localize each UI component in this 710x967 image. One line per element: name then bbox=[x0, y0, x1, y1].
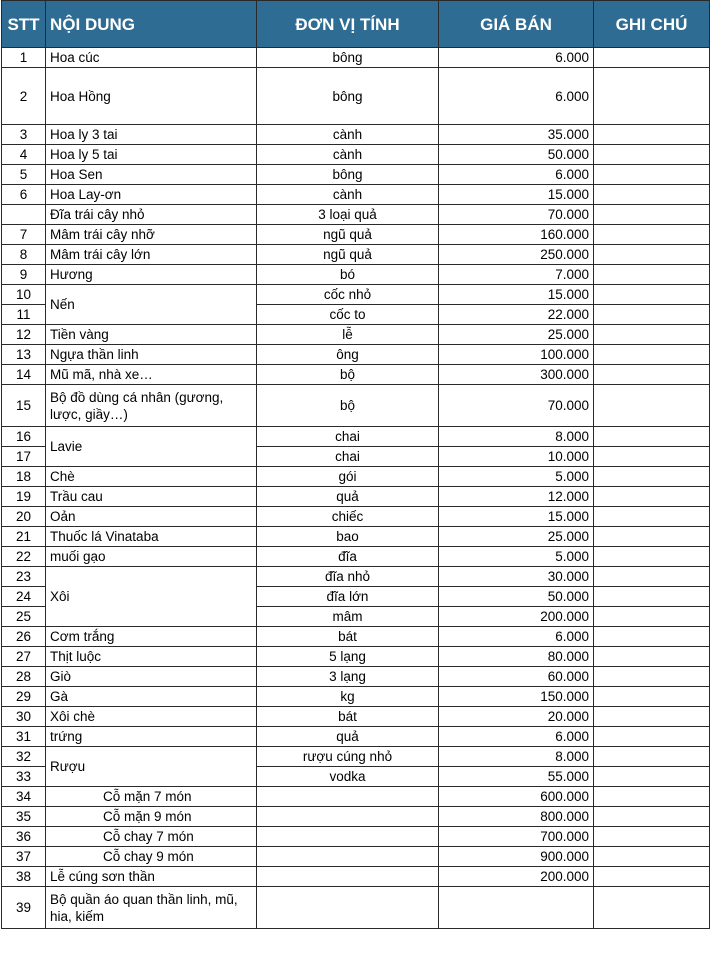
table-row bbox=[2, 547, 710, 567]
table-row bbox=[2, 847, 710, 867]
cell-ghi-chu bbox=[594, 487, 710, 507]
cell-ghi-chu bbox=[594, 667, 710, 687]
cell-stt: 17 bbox=[2, 447, 46, 467]
cell-gia: 250.000 bbox=[439, 245, 594, 265]
cell-don-vi: chiếc bbox=[257, 507, 439, 527]
cell-noi-dung: Thịt luộc bbox=[46, 647, 257, 667]
cell-don-vi: ông bbox=[257, 345, 439, 365]
cell-noi-dung: Giò bbox=[46, 667, 257, 687]
table-row bbox=[2, 727, 710, 747]
table-row bbox=[2, 747, 710, 767]
table-row bbox=[2, 527, 710, 547]
cell-gia: 55.000 bbox=[439, 767, 594, 787]
cell-ghi-chu bbox=[594, 607, 710, 627]
cell-don-vi: bộ bbox=[257, 365, 439, 385]
cell-ghi-chu bbox=[594, 887, 710, 929]
table-row bbox=[2, 285, 710, 305]
header-row bbox=[2, 1, 710, 48]
cell-noi-dung: Mâm trái cây nhỡ bbox=[46, 225, 257, 245]
cell-ghi-chu bbox=[594, 827, 710, 847]
cell-noi-dung: Lễ cúng sơn thần bbox=[46, 867, 257, 887]
cell-gia: 35.000 bbox=[439, 125, 594, 145]
cell-gia: 25.000 bbox=[439, 325, 594, 345]
cell-don-vi bbox=[257, 827, 439, 847]
cell-ghi-chu bbox=[594, 727, 710, 747]
cell-don-vi: gói bbox=[257, 467, 439, 487]
cell-don-vi: bát bbox=[257, 707, 439, 727]
cell-don-vi bbox=[257, 847, 439, 867]
cell-don-vi: chai bbox=[257, 447, 439, 467]
cell-gia: 700.000 bbox=[439, 827, 594, 847]
cell-stt: 19 bbox=[2, 487, 46, 507]
cell-stt: 21 bbox=[2, 527, 46, 547]
cell-noi-dung: muối gạo bbox=[46, 547, 257, 567]
cell-ghi-chu bbox=[594, 345, 710, 365]
cell-don-vi: vodka bbox=[257, 767, 439, 787]
cell-stt: 1 bbox=[2, 48, 46, 68]
cell-stt: 3 bbox=[2, 125, 46, 145]
cell-stt: 5 bbox=[2, 165, 46, 185]
cell-ghi-chu bbox=[594, 165, 710, 185]
cell-don-vi: đĩa lớn bbox=[257, 587, 439, 607]
cell-gia: 30.000 bbox=[439, 567, 594, 587]
cell-don-vi bbox=[257, 887, 439, 929]
cell-noi-dung: Hoa cúc bbox=[46, 48, 257, 68]
cell-noi-dung: Chè bbox=[46, 467, 257, 487]
cell-stt: 6 bbox=[2, 185, 46, 205]
table-row bbox=[2, 225, 710, 245]
cell-ghi-chu bbox=[594, 145, 710, 165]
cell-gia: 80.000 bbox=[439, 647, 594, 667]
cell-gia: 22.000 bbox=[439, 305, 594, 325]
cell-ghi-chu bbox=[594, 747, 710, 767]
cell-gia: 8.000 bbox=[439, 427, 594, 447]
cell-stt: 4 bbox=[2, 145, 46, 165]
cell-ghi-chu bbox=[594, 68, 710, 125]
cell-noi-dung: Đĩa trái cây nhỏ bbox=[46, 205, 257, 225]
cell-noi-dung: Cỗ mặn 9 món bbox=[46, 807, 257, 827]
cell-ghi-chu bbox=[594, 305, 710, 325]
cell-stt: 23 bbox=[2, 567, 46, 587]
table-row bbox=[2, 807, 710, 827]
table-row bbox=[2, 205, 710, 225]
cell-stt: 24 bbox=[2, 587, 46, 607]
cell-stt: 36 bbox=[2, 827, 46, 847]
cell-stt: 10 bbox=[2, 285, 46, 305]
cell-don-vi bbox=[257, 787, 439, 807]
cell-gia: 15.000 bbox=[439, 507, 594, 527]
table-row bbox=[2, 567, 710, 587]
header-don-vi-tinh: ĐƠN VỊ TÍNH bbox=[257, 1, 439, 48]
table-row bbox=[2, 507, 710, 527]
table-row bbox=[2, 707, 710, 727]
cell-noi-dung: Mũ mã, nhà xe… bbox=[46, 365, 257, 385]
cell-gia: 70.000 bbox=[439, 385, 594, 427]
cell-don-vi: 5 lạng bbox=[257, 647, 439, 667]
cell-ghi-chu bbox=[594, 427, 710, 447]
cell-stt: 14 bbox=[2, 365, 46, 385]
cell-stt: 33 bbox=[2, 767, 46, 787]
cell-noi-dung: Cỗ chay 9 món bbox=[46, 847, 257, 867]
table-row bbox=[2, 125, 710, 145]
table-row bbox=[2, 787, 710, 807]
cell-ghi-chu bbox=[594, 547, 710, 567]
cell-stt: 7 bbox=[2, 225, 46, 245]
cell-gia: 800.000 bbox=[439, 807, 594, 827]
cell-noi-dung: Cỗ mặn 7 món bbox=[46, 787, 257, 807]
cell-noi-dung: Bộ đồ dùng cá nhân (gương, lược, giầy…) bbox=[46, 385, 257, 427]
table-row bbox=[2, 365, 710, 385]
cell-gia: 7.000 bbox=[439, 265, 594, 285]
cell-noi-dung: Hoa ly 5 tai bbox=[46, 145, 257, 165]
cell-stt: 37 bbox=[2, 847, 46, 867]
cell-don-vi: đĩa nhỏ bbox=[257, 567, 439, 587]
cell-ghi-chu bbox=[594, 447, 710, 467]
cell-ghi-chu bbox=[594, 48, 710, 68]
cell-don-vi: bao bbox=[257, 527, 439, 547]
cell-ghi-chu bbox=[594, 587, 710, 607]
cell-stt: 15 bbox=[2, 385, 46, 427]
cell-gia: 600.000 bbox=[439, 787, 594, 807]
cell-noi-dung: Xôi bbox=[46, 567, 257, 627]
cell-gia: 6.000 bbox=[439, 727, 594, 747]
cell-stt: 27 bbox=[2, 647, 46, 667]
cell-don-vi: lễ bbox=[257, 325, 439, 345]
cell-stt: 38 bbox=[2, 867, 46, 887]
cell-don-vi: kg bbox=[257, 687, 439, 707]
table-row bbox=[2, 68, 710, 125]
cell-stt: 9 bbox=[2, 265, 46, 285]
cell-don-vi: quả bbox=[257, 727, 439, 747]
header-stt: STT bbox=[2, 1, 46, 48]
header-gia-ban: GIÁ BÁN bbox=[439, 1, 594, 48]
cell-noi-dung: Mâm trái cây lớn bbox=[46, 245, 257, 265]
cell-don-vi: cốc to bbox=[257, 305, 439, 325]
cell-ghi-chu bbox=[594, 647, 710, 667]
cell-ghi-chu bbox=[594, 385, 710, 427]
cell-don-vi bbox=[257, 867, 439, 887]
table-row bbox=[2, 627, 710, 647]
cell-ghi-chu bbox=[594, 245, 710, 265]
cell-ghi-chu bbox=[594, 847, 710, 867]
cell-gia bbox=[439, 887, 594, 929]
cell-noi-dung: Thuốc lá Vinataba bbox=[46, 527, 257, 547]
table-row bbox=[2, 427, 710, 447]
cell-stt: 18 bbox=[2, 467, 46, 487]
cell-gia: 900.000 bbox=[439, 847, 594, 867]
cell-ghi-chu bbox=[594, 627, 710, 647]
cell-gia: 6.000 bbox=[439, 627, 594, 647]
cell-gia: 5.000 bbox=[439, 547, 594, 567]
cell-don-vi: bó bbox=[257, 265, 439, 285]
cell-ghi-chu bbox=[594, 687, 710, 707]
table-row bbox=[2, 385, 710, 427]
cell-ghi-chu bbox=[594, 807, 710, 827]
cell-ghi-chu bbox=[594, 325, 710, 345]
cell-stt: 39 bbox=[2, 887, 46, 929]
cell-ghi-chu bbox=[594, 507, 710, 527]
cell-don-vi: quả bbox=[257, 487, 439, 507]
cell-gia: 25.000 bbox=[439, 527, 594, 547]
cell-noi-dung: Bộ quần áo quan thần linh, mũ, hia, kiếm bbox=[46, 887, 257, 929]
cell-noi-dung: Ngựa thần linh bbox=[46, 345, 257, 365]
cell-don-vi: 3 lạng bbox=[257, 667, 439, 687]
cell-stt: 13 bbox=[2, 345, 46, 365]
cell-stt: 12 bbox=[2, 325, 46, 345]
table-row bbox=[2, 647, 710, 667]
cell-stt: 26 bbox=[2, 627, 46, 647]
cell-stt: 35 bbox=[2, 807, 46, 827]
cell-noi-dung: Hương bbox=[46, 265, 257, 285]
cell-stt bbox=[2, 205, 46, 225]
cell-stt: 8 bbox=[2, 245, 46, 265]
cell-ghi-chu bbox=[594, 365, 710, 385]
cell-noi-dung: Nến bbox=[46, 285, 257, 325]
cell-don-vi: bông bbox=[257, 68, 439, 125]
cell-stt: 34 bbox=[2, 787, 46, 807]
cell-stt: 11 bbox=[2, 305, 46, 325]
cell-stt: 31 bbox=[2, 727, 46, 747]
cell-gia: 15.000 bbox=[439, 185, 594, 205]
cell-gia: 70.000 bbox=[439, 205, 594, 225]
cell-don-vi: cành bbox=[257, 125, 439, 145]
cell-noi-dung: Hoa Hồng bbox=[46, 68, 257, 125]
cell-noi-dung: Gà bbox=[46, 687, 257, 707]
cell-don-vi: cốc nhỏ bbox=[257, 285, 439, 305]
cell-noi-dung: Lavie bbox=[46, 427, 257, 467]
cell-noi-dung: Cơm trắng bbox=[46, 627, 257, 647]
cell-gia: 50.000 bbox=[439, 587, 594, 607]
cell-stt: 29 bbox=[2, 687, 46, 707]
cell-noi-dung: Cỗ chay 7 món bbox=[46, 827, 257, 847]
cell-don-vi: ngũ quả bbox=[257, 225, 439, 245]
cell-gia: 60.000 bbox=[439, 667, 594, 687]
cell-don-vi: bông bbox=[257, 165, 439, 185]
cell-gia: 200.000 bbox=[439, 607, 594, 627]
cell-don-vi: chai bbox=[257, 427, 439, 447]
table-row bbox=[2, 165, 710, 185]
cell-don-vi: cành bbox=[257, 145, 439, 165]
cell-noi-dung: Tiền vàng bbox=[46, 325, 257, 345]
cell-gia: 6.000 bbox=[439, 68, 594, 125]
table-row bbox=[2, 325, 710, 345]
cell-ghi-chu bbox=[594, 225, 710, 245]
cell-ghi-chu bbox=[594, 767, 710, 787]
table-row bbox=[2, 48, 710, 68]
cell-gia: 160.000 bbox=[439, 225, 594, 245]
cell-gia: 15.000 bbox=[439, 285, 594, 305]
cell-stt: 16 bbox=[2, 427, 46, 447]
table-row bbox=[2, 245, 710, 265]
cell-gia: 6.000 bbox=[439, 48, 594, 68]
cell-don-vi: bông bbox=[257, 48, 439, 68]
table-row bbox=[2, 827, 710, 847]
cell-don-vi: mâm bbox=[257, 607, 439, 627]
cell-ghi-chu bbox=[594, 867, 710, 887]
cell-stt: 25 bbox=[2, 607, 46, 627]
cell-stt: 2 bbox=[2, 68, 46, 125]
cell-don-vi: 3 loại quả bbox=[257, 205, 439, 225]
cell-ghi-chu bbox=[594, 285, 710, 305]
cell-gia: 200.000 bbox=[439, 867, 594, 887]
cell-stt: 30 bbox=[2, 707, 46, 727]
cell-don-vi bbox=[257, 807, 439, 827]
cell-don-vi: bộ bbox=[257, 385, 439, 427]
cell-don-vi: rượu cúng nhỏ bbox=[257, 747, 439, 767]
cell-gia: 12.000 bbox=[439, 487, 594, 507]
cell-gia: 300.000 bbox=[439, 365, 594, 385]
cell-ghi-chu bbox=[594, 787, 710, 807]
cell-don-vi: ngũ quả bbox=[257, 245, 439, 265]
cell-ghi-chu bbox=[594, 185, 710, 205]
cell-ghi-chu bbox=[594, 567, 710, 587]
cell-gia: 10.000 bbox=[439, 447, 594, 467]
cell-noi-dung: Rượu bbox=[46, 747, 257, 787]
cell-gia: 5.000 bbox=[439, 467, 594, 487]
cell-stt: 20 bbox=[2, 507, 46, 527]
price-table bbox=[1, 0, 710, 929]
cell-ghi-chu bbox=[594, 265, 710, 285]
cell-gia: 6.000 bbox=[439, 165, 594, 185]
cell-don-vi: bát bbox=[257, 627, 439, 647]
cell-noi-dung: Hoa Sen bbox=[46, 165, 257, 185]
cell-gia: 50.000 bbox=[439, 145, 594, 165]
table-row bbox=[2, 487, 710, 507]
cell-noi-dung: Oản bbox=[46, 507, 257, 527]
cell-don-vi: cành bbox=[257, 185, 439, 205]
cell-stt: 32 bbox=[2, 747, 46, 767]
cell-gia: 20.000 bbox=[439, 707, 594, 727]
table-row bbox=[2, 185, 710, 205]
cell-stt: 22 bbox=[2, 547, 46, 567]
cell-gia: 100.000 bbox=[439, 345, 594, 365]
cell-noi-dung: Xôi chè bbox=[46, 707, 257, 727]
cell-gia: 8.000 bbox=[439, 747, 594, 767]
table-row bbox=[2, 867, 710, 887]
cell-ghi-chu bbox=[594, 205, 710, 225]
cell-noi-dung: trứng bbox=[46, 727, 257, 747]
header-noi-dung: NỘI DUNG bbox=[46, 1, 257, 48]
table-row bbox=[2, 887, 710, 929]
table-row bbox=[2, 467, 710, 487]
cell-ghi-chu bbox=[594, 527, 710, 547]
header-ghi-chu: GHI CHÚ bbox=[594, 1, 710, 48]
cell-ghi-chu bbox=[594, 707, 710, 727]
table-row bbox=[2, 687, 710, 707]
cell-noi-dung: Trầu cau bbox=[46, 487, 257, 507]
cell-ghi-chu bbox=[594, 125, 710, 145]
table-row bbox=[2, 667, 710, 687]
cell-noi-dung: Hoa ly 3 tai bbox=[46, 125, 257, 145]
cell-don-vi: đĩa bbox=[257, 547, 439, 567]
table-row bbox=[2, 265, 710, 285]
cell-ghi-chu bbox=[594, 467, 710, 487]
table-row bbox=[2, 345, 710, 365]
cell-noi-dung: Hoa Lay-ơn bbox=[46, 185, 257, 205]
table-row bbox=[2, 145, 710, 165]
cell-gia: 150.000 bbox=[439, 687, 594, 707]
cell-stt: 28 bbox=[2, 667, 46, 687]
